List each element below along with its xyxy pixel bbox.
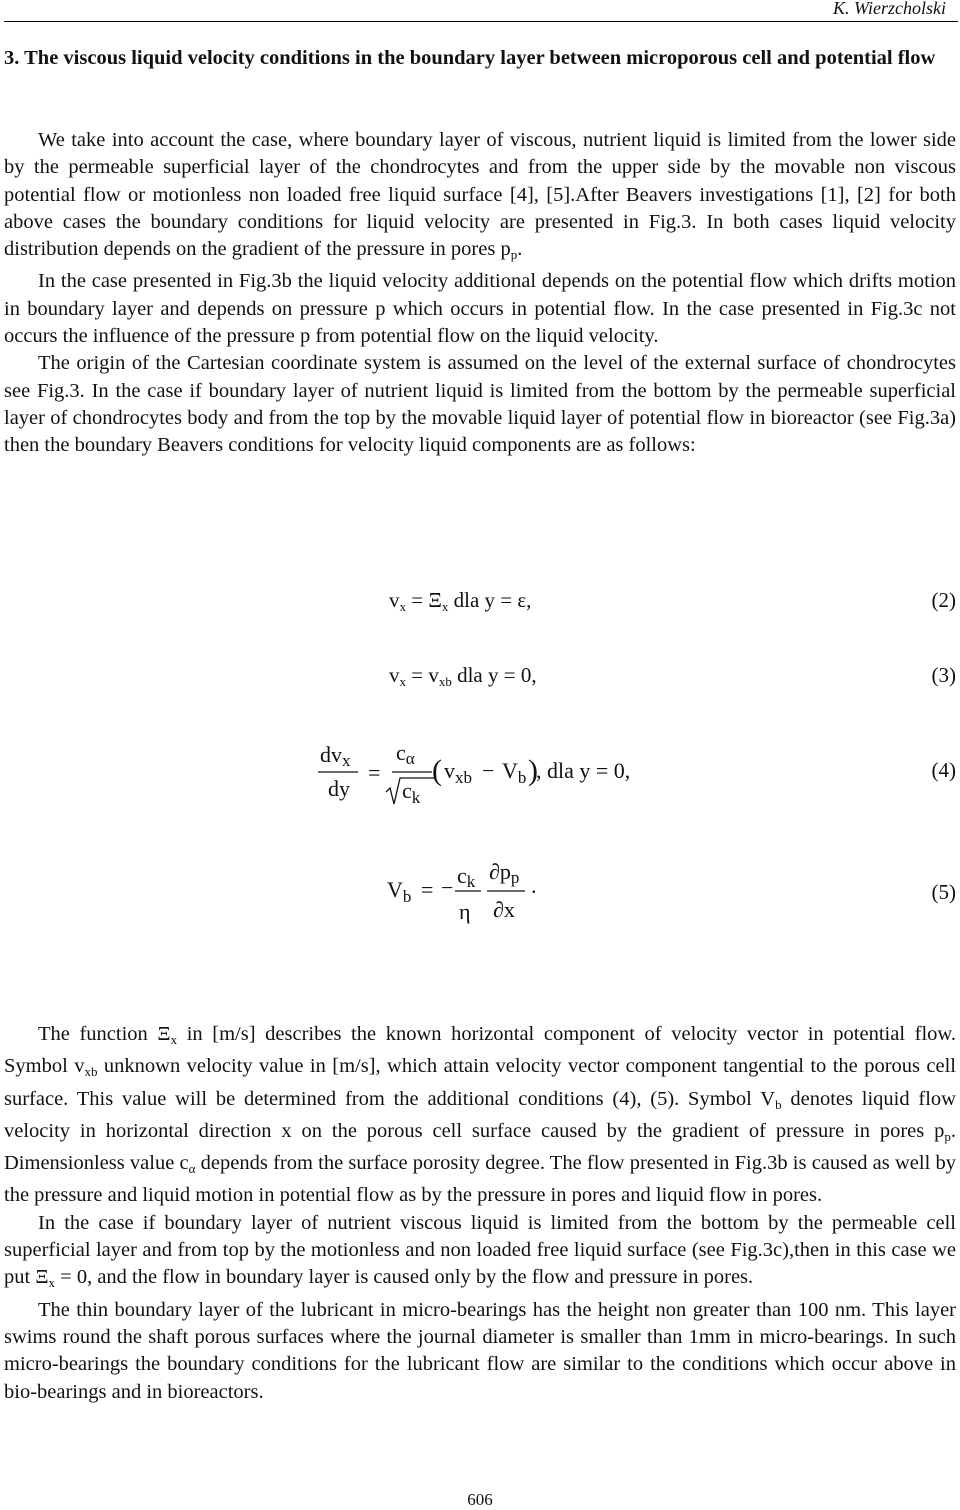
page-header — [0, 0, 960, 22]
body-text-bottom — [4, 1021, 956, 1406]
equation-number: (5) — [931, 880, 956, 904]
equation-4 — [0, 738, 960, 818]
paren-close: ) — [528, 754, 538, 787]
equation-5-formula — [375, 855, 575, 935]
running-head-author: K. Wierzcholski — [833, 0, 946, 18]
paragraph: In the case presented in Fig.3b the liquid velocity additional depends on the potential flow which drifts motion in boundary layer and depends on pressure p which occurs in potential flow. In the case presented in Fig.3c not occurs the influence of the pressure p from potential flow on the liquid velocity. — [4, 270, 956, 348]
eq4-dy: dy — [328, 776, 350, 801]
eq5-dx: ∂x — [493, 897, 515, 922]
paragraph: The origin of the Cartesian coordinate system is assumed on the level of the external surface of chondrocytes see Fig.3. In the case if boundary layer of nutrient liquid is limited from the bottom by the permeable superficial layer of chondrocytes body and from the top by the movable liquid layer of potential flow in bioreactor (see Fig.3a) then the boundary Beavers conditions for velocity liquid components are as follows: — [4, 352, 956, 457]
eq4-minus: − — [482, 758, 495, 783]
equation-number: (4) — [931, 758, 956, 782]
equation-3 — [0, 660, 960, 720]
eq5-minus: − — [441, 875, 454, 900]
eq4-c-alpha: cα — [396, 740, 415, 768]
eq4-Vb: $V_b$ — [502, 758, 527, 787]
eq4-dvx: dvx — [320, 742, 351, 770]
equation-body: $v_x = \Xi_x$ dla y = ε, — [389, 588, 532, 614]
equation-2 — [0, 585, 960, 645]
equation-number: (2) — [931, 588, 956, 612]
paragraph: We take into account the case, where boundary layer of viscous, nutrient liquid is limited from the lower side by the permeable superficial layer of the chondrocytes and from the upper side by the movable non viscous potential flow or motionless non loaded free liquid surface [4], [5].After Beavers investigations [1], [2] for both above cases the boundary conditions for liquid velocity are presented in Fig.3. In both cases liquid velocity distribution depends on the gradient of the pressure in pores $p_p$. — [4, 129, 956, 263]
paragraph: In the case if boundary layer of nutrient viscous liquid is limited from the bottom by the permeable cell superficial layer and from top by the motionless and non loaded free liquid surface (see Fig.3c),then in this case we put $\Xi_x = 0$, and the flow in boundary layer is caused only by the flow and pressure in pores. — [4, 1211, 956, 1291]
equation-number: (3) — [931, 663, 956, 687]
eq5-eta: η — [459, 899, 471, 924]
paren-open: ( — [432, 754, 442, 787]
eq5-dot: . — [531, 873, 537, 898]
eq5-dpp: ∂pp — [489, 859, 520, 887]
header-rule — [4, 21, 958, 22]
page-number: 606 — [467, 1490, 493, 1509]
equation-4-formula — [310, 738, 730, 818]
eq5-equals: = — [421, 877, 434, 902]
eq4-ck: $c_k$ — [402, 778, 421, 807]
eq5-Vb: $V_b$ — [387, 877, 412, 906]
section-title: 3. The viscous liquid velocity conditions in the boundary layer between microporous cell and potential flow — [4, 47, 936, 69]
paragraph: The thin boundary layer of the lubricant in micro-bearings has the height non greater than 100 nm. This layer swims round the shaft porous surfaces where the journal diameter is smaller than 1mm in micro-bearings. In such micro-bearings the boundary conditions for the lubricant flow are similar to the conditions which occur above in bio-bearings and in bioreactors. — [4, 1298, 956, 1403]
paragraph: The function $\Xi_x$ in [m/s] describes the known horizontal component of velocity vector in potential flow. Symbol $v_{xb}$ unknown velocity value in [m/s], which attain velocity vector component tangential to the porous cell surface. This value will be determined from the additional conditions (4), (5). Symbol $V_b$ denotes liquid flow velocity in horizontal direction x on the porous cell surface caused by the gradient of pressure in pores $p_p$. Dimensionless value $c_\alpha$ depends from the surface porosity degree. The flow presented in Fig.3b is caused as well by the pressure and liquid motion in potential flow as by the pressure in pores and liquid flow in pores. — [4, 1023, 957, 1207]
eq4-equals: = — [368, 760, 381, 785]
equation-body: $v_x = v_{xb}$ dla y = 0, — [389, 663, 537, 689]
eq4-vxb: $v_{xb}$ — [444, 758, 472, 787]
eq5-ck: ck — [457, 863, 476, 891]
body-text-top — [4, 127, 956, 460]
eq4-tail: , dla y = 0, — [536, 758, 631, 783]
equation-5 — [0, 855, 960, 935]
